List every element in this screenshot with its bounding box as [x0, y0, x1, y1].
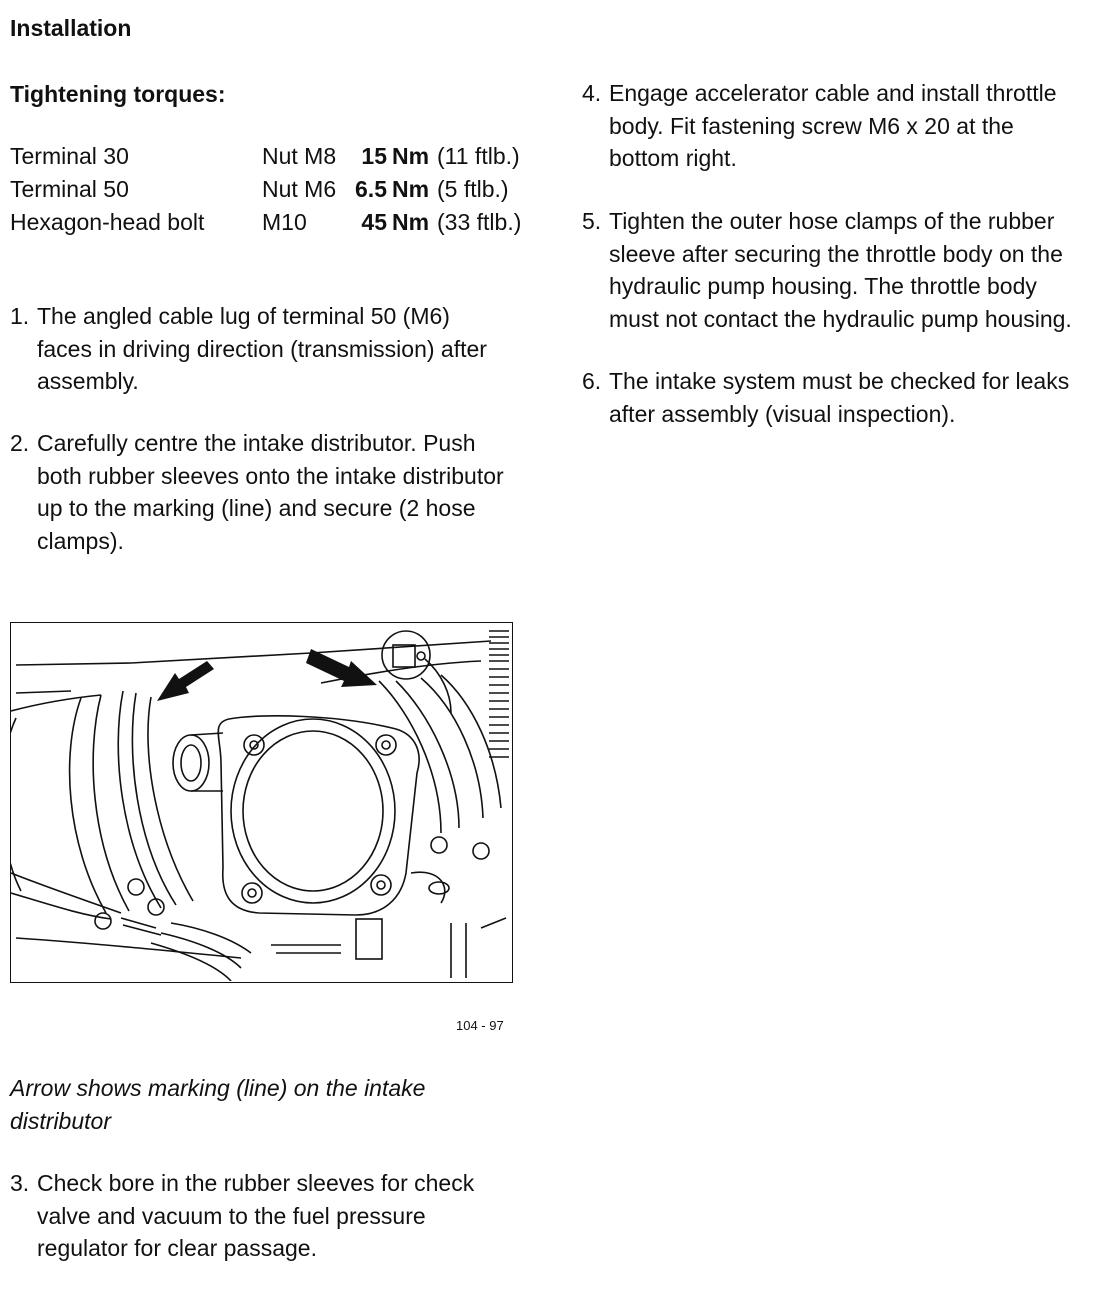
torque-imperial: (5 ftlb.)	[437, 176, 509, 202]
step-text: Check bore in the rubber sleeves for check valve and vacuum to the fuel pressure regulator for clear passage.	[37, 1170, 475, 1261]
step-text: The angled cable lug of terminal 50 (M6) faces in driving direction (transmission) after assembly.	[37, 303, 487, 394]
torque-unit: Nm	[392, 143, 430, 169]
torque-name: Terminal 50	[10, 176, 129, 202]
step-number: 1.	[10, 303, 30, 329]
torque-row	[10, 173, 550, 206]
torque-value: 6.5	[355, 176, 387, 202]
arrow-marking-right	[306, 649, 377, 687]
step-number: 4.	[582, 80, 602, 106]
torque-imperial: (11 ftlb.)	[437, 143, 520, 169]
step-text: Tighten the outer hose clamps of the rubber sleeve after securing the throttle body on the hydraulic pump housing. The throttle body must not contact the hydraulic pump housing.	[609, 208, 1072, 332]
torque-name: Terminal 30	[10, 143, 129, 169]
torque-fastener: Nut M6	[262, 176, 337, 202]
step-number: 3.	[10, 1170, 30, 1196]
step-number: 5.	[582, 208, 602, 234]
torques-title: Tightening torques:	[10, 81, 226, 107]
figure-reference: 104 - 97	[456, 1018, 504, 1033]
step-number: 6.	[582, 368, 602, 394]
step-text: Engage accelerator cable and install throttle body. Fit fastening screw M6 x 20 at the bottom right.	[609, 80, 1057, 171]
step-text: Carefully centre the intake distributor. Push both rubber sleeves onto the intake distributor up to the marking (line) and secure (2 hose clamps).	[37, 430, 504, 554]
throttle-body-drawing	[11, 623, 511, 981]
torque-value: 15	[361, 143, 387, 169]
step-number: 2.	[10, 430, 30, 456]
torque-imperial: (33 ftlb.)	[437, 209, 522, 235]
torque-name: Hexagon-head bolt	[10, 209, 205, 235]
torque-fastener: Nut M8	[262, 143, 337, 169]
figure-caption: Arrow shows marking (line) on the intake distributor	[10, 1075, 426, 1134]
section-title: Installation	[10, 15, 132, 41]
torque-table	[10, 140, 550, 239]
torque-unit: Nm	[392, 176, 430, 202]
torque-value: 45	[361, 209, 387, 235]
step-text: The intake system must be checked for leaks after assembly (visual inspection).	[609, 368, 1070, 427]
torque-row	[10, 206, 550, 239]
throttle-body-illustration	[10, 622, 513, 983]
torque-unit: Nm	[392, 209, 430, 235]
torque-row	[10, 140, 550, 173]
arrow-marking-left	[157, 661, 214, 701]
torque-fastener: M10	[262, 209, 307, 235]
